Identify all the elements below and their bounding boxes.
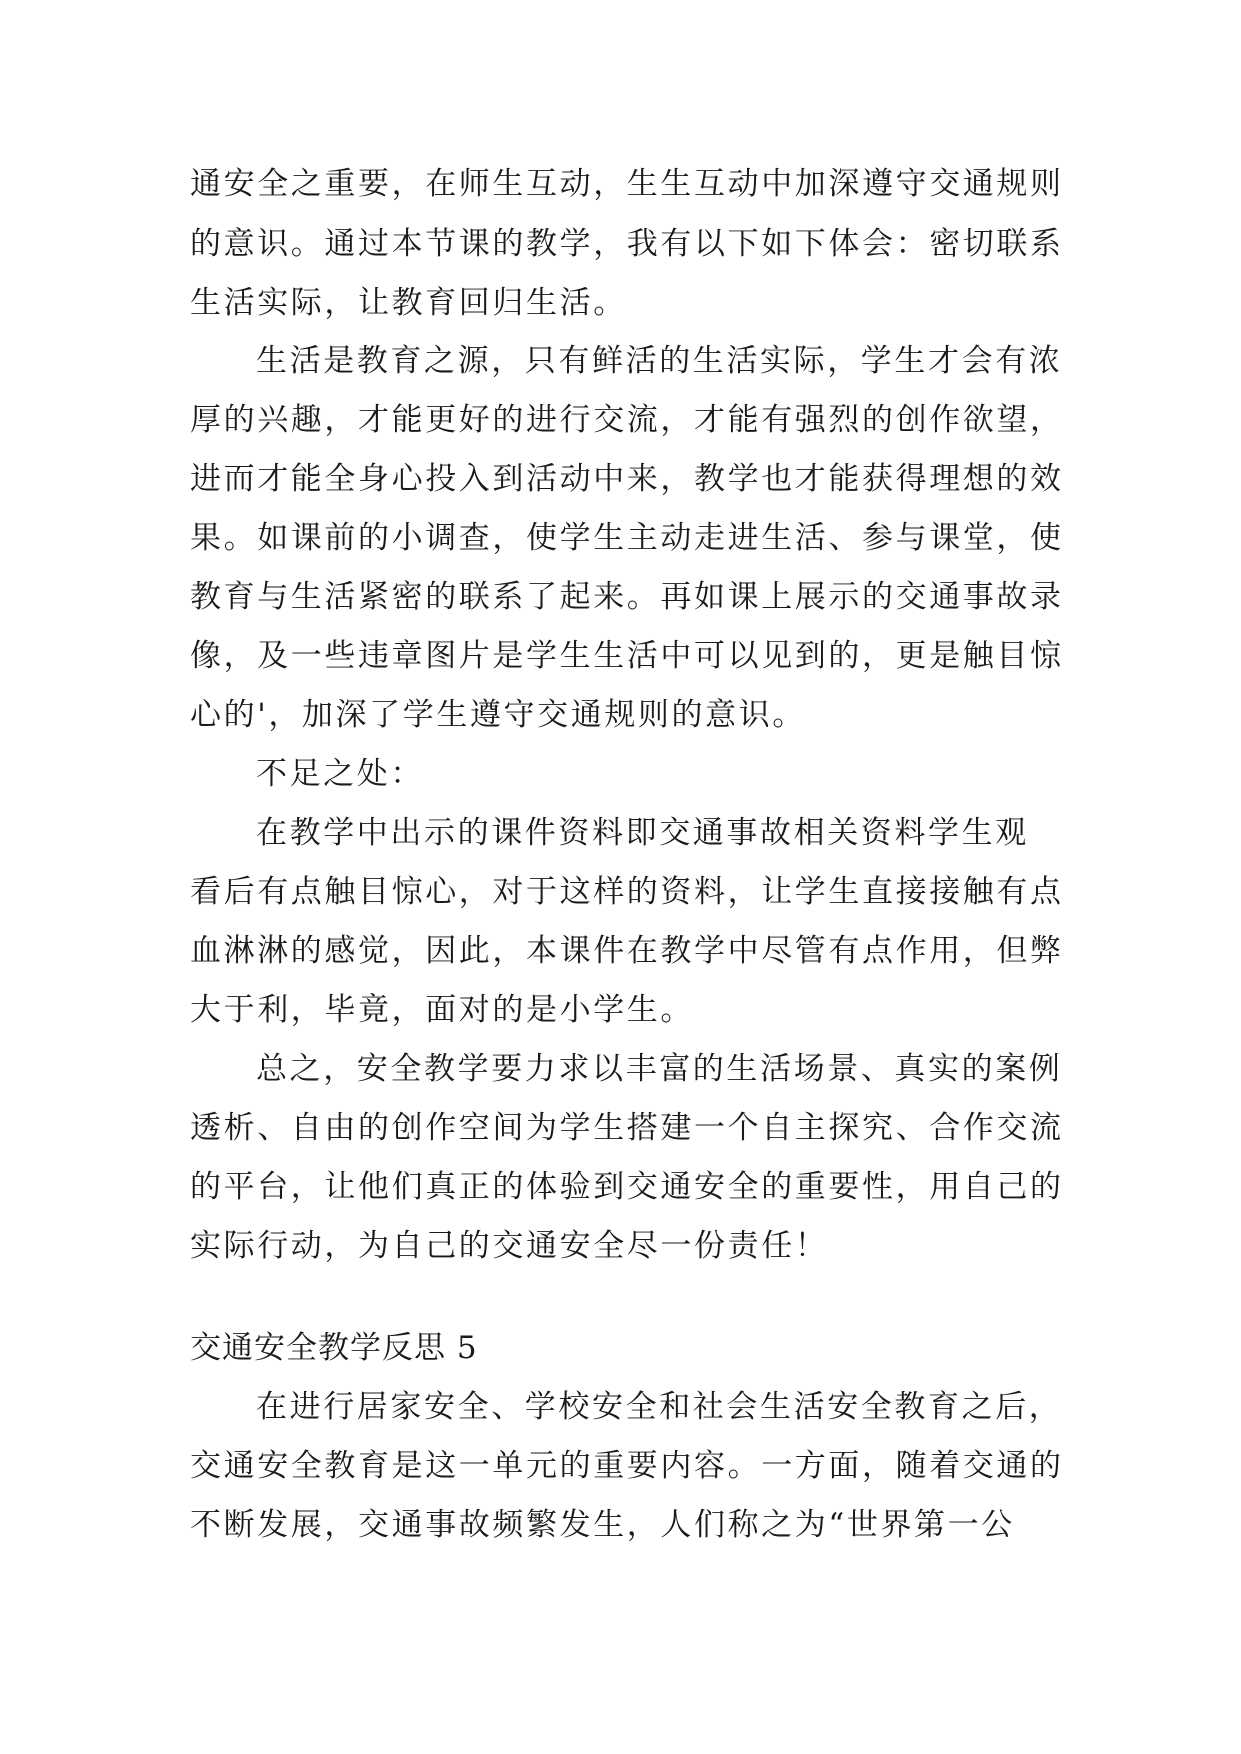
paragraph-line: 的平台，让他们真正的体验到交通安全的重要性，用自己的	[190, 1169, 1064, 1205]
paragraph-line: 心的'，加深了学生遵守交通规则的意识。	[190, 697, 806, 733]
paragraph-line: 像，及一些违章图片是学生生活中可以见到的，更是触目惊	[190, 638, 1064, 674]
paragraph-line: 通安全之重要，在师生互动，生生互动中加深遵守交通规则	[190, 166, 1064, 202]
paragraph-line: 透析、自由的创作空间为学生搭建一个自主探究、合作交流	[190, 1110, 1064, 1146]
paragraph-line: 进而才能全身心投入到活动中来，教学也才能获得理想的效	[190, 461, 1064, 497]
paragraph-line: 教育与生活紧密的联系了起来。再如课上展示的交通事故录	[190, 579, 1064, 615]
paragraph-line: 交通安全教育是这一单元的重要内容。一方面，随着交通的	[190, 1448, 1064, 1484]
paragraph-line: 大于利，毕竟，面对的是小学生。	[190, 992, 694, 1028]
paragraph-line: 的意识。通过本节课的教学，我有以下如下体会：密切联系	[190, 226, 1064, 262]
paragraph-line: 生活是教育之源，只有鲜活的生活实际，学生才会有浓	[256, 343, 1063, 379]
paragraph-line: 厚的兴趣，才能更好的进行交流，才能有强烈的创作欲望，	[190, 402, 1064, 438]
paragraph-line: 在教学中出示的课件资料即交通事故相关资料学生观	[256, 815, 1029, 851]
paragraph-line: 看后有点触目惊心，对于这样的资料，让学生直接接触有点	[190, 874, 1064, 910]
section-heading: 交通安全教学反思 5	[190, 1330, 478, 1366]
paragraph-line: 总之，安全教学要力求以丰富的生活场景、真实的案例	[256, 1051, 1063, 1087]
paragraph-line: 血淋淋的感觉，因此，本课件在教学中尽管有点作用，但弊	[190, 933, 1064, 969]
paragraph-line: 果。如课前的小调查，使学生主动走进生活、参与课堂，使	[190, 520, 1064, 556]
paragraph-line: 在进行居家安全、学校安全和社会生活安全教育之后，	[256, 1389, 1063, 1425]
subheading-line: 不足之处：	[256, 756, 424, 792]
paragraph-line: 生活实际，让教育回归生活。	[190, 285, 627, 321]
paragraph-line: 不断发展，交通事故频繁发生，人们称之为“世界第一公	[190, 1507, 1015, 1543]
paragraph-line: 实际行动，为自己的交通安全尽一份责任！	[190, 1228, 829, 1264]
